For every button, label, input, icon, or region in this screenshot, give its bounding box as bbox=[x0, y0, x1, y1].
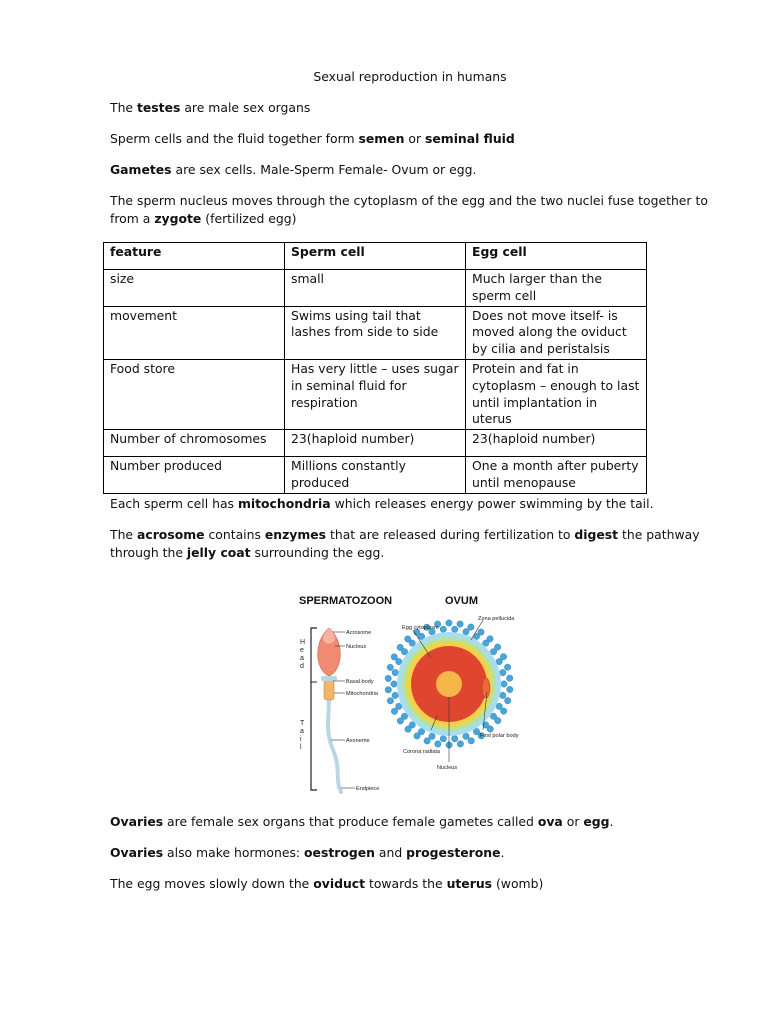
bold-term: uterus bbox=[446, 876, 493, 891]
text: or bbox=[562, 814, 584, 829]
table-cell: movement bbox=[104, 306, 285, 359]
bold-term: testes bbox=[136, 100, 181, 115]
corona-cell bbox=[446, 620, 452, 626]
text: are sex cells. Male-Sperm Female- Ovum or egg. bbox=[171, 162, 477, 177]
table-header: Egg cell bbox=[466, 243, 647, 270]
table-cell: Does not move itself- is moved along the oviduct by cilia and peristalsis bbox=[466, 306, 647, 359]
bold-term: acrosome bbox=[136, 527, 205, 542]
table-cell: Swims using tail that lashes from side to side bbox=[285, 306, 466, 359]
text: (womb) bbox=[492, 876, 544, 891]
table-row bbox=[104, 306, 647, 359]
table-row bbox=[104, 457, 647, 494]
table-cell: Food store bbox=[104, 359, 285, 429]
bold-term: ova bbox=[537, 814, 563, 829]
corona-cell bbox=[405, 636, 411, 642]
diagram-svg bbox=[285, 580, 535, 800]
label-axoneme: Axoneme bbox=[346, 738, 370, 744]
letter: T bbox=[300, 720, 305, 727]
corona-cell bbox=[494, 644, 500, 650]
head-letters bbox=[300, 639, 305, 670]
ovum-nucleus bbox=[436, 671, 462, 697]
bold-term: zygote bbox=[154, 211, 202, 226]
text: The bbox=[110, 100, 137, 115]
table-header: feature bbox=[104, 243, 285, 270]
table-cell: Number produced bbox=[104, 457, 285, 494]
table-row bbox=[104, 430, 647, 457]
text: . bbox=[609, 814, 614, 829]
corona-cell bbox=[507, 675, 513, 681]
text: Each sperm cell has bbox=[110, 496, 238, 511]
corona-cell bbox=[385, 675, 391, 681]
table-cell: 23(haploid number) bbox=[466, 430, 647, 457]
corona-cell bbox=[405, 726, 411, 732]
label-basal-body: Basal body bbox=[346, 679, 374, 685]
text: or bbox=[404, 131, 425, 146]
paragraph-acrosome bbox=[110, 526, 722, 562]
bold-term: digest bbox=[574, 527, 619, 542]
corona-cell bbox=[392, 669, 398, 675]
label-first-polar-body: First polar body bbox=[480, 733, 519, 739]
label-zona-pellucida: Zona pellucida bbox=[478, 616, 515, 622]
text: (fertilized egg) bbox=[201, 211, 297, 226]
corona-cell bbox=[500, 669, 506, 675]
corona-cell bbox=[501, 708, 507, 714]
comparison-table bbox=[103, 242, 647, 494]
table-cell: 23(haploid number) bbox=[285, 430, 466, 457]
letter: i bbox=[300, 736, 302, 743]
text: also make hormones: bbox=[163, 845, 305, 860]
corona-cell bbox=[435, 741, 441, 747]
text: towards the bbox=[365, 876, 447, 891]
corona-cell bbox=[391, 708, 397, 714]
heading-ovum: OVUM bbox=[445, 595, 478, 607]
text: surrounding the egg. bbox=[250, 545, 385, 560]
sperm-neck bbox=[321, 676, 337, 681]
first-polar-body bbox=[482, 678, 490, 698]
paragraph-ovaries bbox=[110, 813, 722, 831]
corona-cell bbox=[414, 733, 420, 739]
letter: a bbox=[300, 655, 304, 662]
label-ovum-nucleus: Nucleus bbox=[437, 765, 458, 771]
bold-term: jelly coat bbox=[186, 545, 251, 560]
corona-cell bbox=[500, 654, 506, 660]
page-title: Sexual reproduction in humans bbox=[313, 69, 507, 84]
letter: e bbox=[300, 647, 304, 654]
corona-cell bbox=[429, 733, 435, 739]
table-row bbox=[104, 270, 647, 307]
letter: d bbox=[300, 663, 304, 670]
corona-cell bbox=[452, 626, 458, 632]
bold-term: progesterone bbox=[406, 845, 501, 860]
corona-cell bbox=[463, 733, 469, 739]
text: contains bbox=[204, 527, 265, 542]
text: that are released during fertilization to bbox=[326, 527, 575, 542]
bold-term: enzymes bbox=[264, 527, 327, 542]
table-cell: One a month after puberty until menopause bbox=[466, 457, 647, 494]
bold-term: egg bbox=[583, 814, 610, 829]
paragraph-gametes bbox=[110, 161, 722, 179]
label-nucleus: Nucleus bbox=[346, 644, 367, 650]
corona-cell bbox=[500, 692, 506, 698]
table-cell: small bbox=[285, 270, 466, 307]
table-cell: Millions constantly produced bbox=[285, 457, 466, 494]
paragraph-mitochondria bbox=[110, 495, 722, 513]
corona-cell bbox=[424, 738, 430, 744]
corona-cell bbox=[397, 644, 403, 650]
corona-cell bbox=[478, 629, 484, 635]
corona-cell bbox=[468, 738, 474, 744]
heading-spermatozoon: SPERMATOZOON bbox=[299, 595, 393, 607]
text: and bbox=[374, 845, 407, 860]
label-endpiece: Endpiece bbox=[356, 786, 380, 792]
text: The sperm nucleus moves through the cytoplasm of the egg and the two nuclei fuse together to from a bbox=[110, 193, 708, 226]
text: The egg moves slowly down the bbox=[110, 876, 314, 891]
bold-term: oestrogen bbox=[304, 845, 375, 860]
corona-cell bbox=[457, 741, 463, 747]
table-cell: Has very little – uses sugar in seminal fluid for respiration bbox=[285, 359, 466, 429]
corona-cell bbox=[440, 626, 446, 632]
sperm-acrosome bbox=[323, 628, 335, 644]
paragraph-hormones bbox=[110, 844, 722, 862]
corona-cell bbox=[392, 692, 398, 698]
table-cell: Number of chromosomes bbox=[104, 430, 285, 457]
corona-cell bbox=[387, 664, 393, 670]
table-cell: Protein and fat in cytoplasm – enough to last until implantation in uterus bbox=[466, 359, 647, 429]
paragraph-semen bbox=[110, 130, 722, 148]
corona-cell bbox=[391, 654, 397, 660]
corona-cell bbox=[501, 681, 507, 687]
label-egg-cytoplasm: Egg cytoplasm bbox=[402, 625, 439, 631]
corona-cell bbox=[468, 624, 474, 630]
letter: H bbox=[300, 639, 306, 646]
paragraph-testes bbox=[110, 99, 722, 117]
corona-cell bbox=[504, 664, 510, 670]
corona-cell bbox=[487, 636, 493, 642]
text: which releases energy power swimming by the tail. bbox=[330, 496, 654, 511]
corona-cell bbox=[440, 736, 446, 742]
table-row bbox=[104, 359, 647, 429]
table-header-row bbox=[104, 243, 647, 270]
text: are female sex organs that produce female gametes called bbox=[163, 814, 538, 829]
bold-term: oviduct bbox=[313, 876, 366, 891]
bold-term: mitochondria bbox=[237, 496, 331, 511]
text: are male sex organs bbox=[180, 100, 311, 115]
text: Sperm cells and the fluid together form bbox=[110, 131, 359, 146]
corona-cell bbox=[452, 736, 458, 742]
sperm-ovum-diagram bbox=[285, 580, 535, 800]
sperm-labels bbox=[346, 630, 379, 792]
corona-cell bbox=[457, 621, 463, 627]
bold-term: seminal fluid bbox=[425, 131, 515, 146]
text: . bbox=[500, 845, 505, 860]
bold-term: Gametes bbox=[110, 162, 172, 177]
corona-cell bbox=[495, 717, 501, 723]
corona-cell bbox=[463, 629, 469, 635]
sperm-tail bbox=[328, 698, 341, 792]
sperm-midpiece bbox=[324, 680, 334, 700]
text: the pathway through the bbox=[110, 527, 700, 560]
bold-term: Ovaries bbox=[110, 845, 164, 860]
letter: l bbox=[300, 744, 302, 751]
corona-cell bbox=[385, 687, 391, 693]
paragraph-zygote bbox=[110, 192, 715, 228]
corona-cell bbox=[397, 718, 403, 724]
bold-term: Ovaries bbox=[110, 814, 164, 829]
corona-cell bbox=[487, 726, 493, 732]
tail-letters bbox=[300, 720, 305, 751]
label-corona-radiata: Corona radiata bbox=[403, 749, 441, 755]
corona-cell bbox=[507, 686, 513, 692]
table-cell: Much larger than the sperm cell bbox=[466, 270, 647, 307]
corona-cell bbox=[387, 698, 393, 704]
length-bracket bbox=[311, 628, 317, 790]
label-acrosome: Acrosome bbox=[346, 630, 372, 636]
letter: a bbox=[300, 728, 304, 735]
bold-term: semen bbox=[358, 131, 405, 146]
label-mitochondria: Mitochondria bbox=[346, 691, 379, 697]
table-cell: size bbox=[104, 270, 285, 307]
corona-cell bbox=[391, 681, 397, 687]
table-header: Sperm cell bbox=[285, 243, 466, 270]
corona-cell bbox=[505, 697, 511, 703]
paragraph-oviduct bbox=[110, 875, 722, 893]
text: The bbox=[110, 527, 137, 542]
